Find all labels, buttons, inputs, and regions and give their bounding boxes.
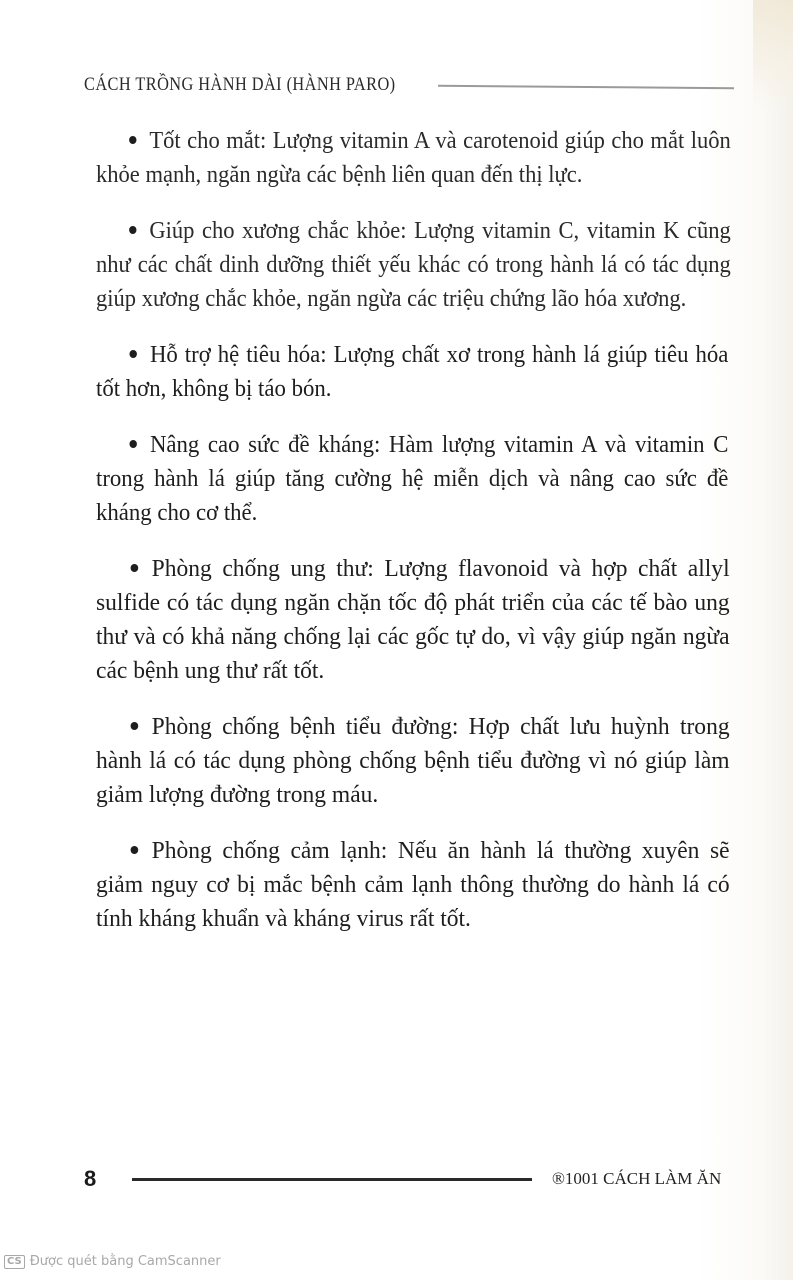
running-header	[84, 74, 734, 96]
bullet-dot-icon	[129, 350, 136, 358]
page-number: 8	[84, 1166, 97, 1191]
bullet-text: Phòng chống ung thư: Lượng flavonoid và hợp chất allyl sulfide có tác dụng ngăn chặn tốc độ phát triển của các tế bào ung thư và có khả năng chống lại các gốc tự do, vì vậy giúp ngăn ngừa các bệnh ung thư rất tốt.	[96, 555, 730, 684]
watermark-text: Được quét bằng CamScanner	[29, 1254, 221, 1269]
bullet-text: Tốt cho mắt: Lượng vitamin A và carotenoid giúp cho mắt luôn khỏe mạnh, ngăn ngừa các bệnh liên quan đến thị lực.	[96, 127, 731, 188]
bullet-item-bones	[96, 214, 731, 316]
camscanner-logo-icon: CS	[4, 1255, 25, 1269]
bullet-dot-icon	[129, 226, 136, 234]
bullet-item-immunity	[96, 428, 728, 530]
bullet-text: Giúp cho xương chắc khỏe: Lượng vitamin C, vitamin K cũng như các chất dinh dưỡng thiết yếu khác có trong hành lá có tác dụng giúp xương chắc khỏe, ngăn ngừa các triệu chứng lão hóa xương.	[96, 217, 731, 312]
page-corner-shadow	[753, 0, 793, 110]
bullet-text: Hỗ trợ hệ tiêu hóa: Lượng chất xơ trong hành lá giúp tiêu hóa tốt hơn, không bị táo bón.	[96, 341, 729, 402]
running-header-title: CÁCH TRỒNG HÀNH DÀI (HÀNH PARO)	[84, 74, 396, 95]
bullet-dot-icon	[129, 136, 136, 144]
camscanner-watermark	[4, 1254, 221, 1269]
bullet-dot-icon	[131, 722, 139, 730]
bullet-item-cancer	[96, 552, 730, 688]
bullet-item-diabetes	[96, 710, 730, 812]
bullet-text: Nâng cao sức đề kháng: Hàm lượng vitamin A và vitamin C trong hành lá giúp tăng cường hệ miễn dịch và nâng cao sức đề kháng cho cơ thể.	[96, 431, 729, 526]
page-footer	[84, 1166, 734, 1192]
bullet-item-eyes	[96, 124, 731, 192]
bullet-dot-icon	[129, 440, 136, 448]
bullet-text: Phòng chống bệnh tiểu đường: Hợp chất lưu huỳnh trong hành lá có tác dụng phòng chống bệnh tiểu đường vì nó giúp làm giảm lượng đường trong máu.	[96, 713, 730, 808]
bullet-dot-icon	[131, 846, 139, 854]
footer-rule	[132, 1178, 532, 1181]
bullet-item-digestion	[96, 338, 728, 406]
bullet-item-cold	[96, 834, 730, 936]
series-title: ®1001 CÁCH LÀM ĂN	[552, 1169, 722, 1188]
body-text	[96, 124, 734, 958]
header-rule	[438, 85, 734, 90]
bullet-dot-icon	[131, 564, 139, 572]
bullet-text: Phòng chống cảm lạnh: Nếu ăn hành lá thường xuyên sẽ giảm nguy cơ bị mắc bệnh cảm lạnh thông thường do hành lá có tính kháng khuẩn và kháng virus rất tốt.	[96, 837, 730, 932]
